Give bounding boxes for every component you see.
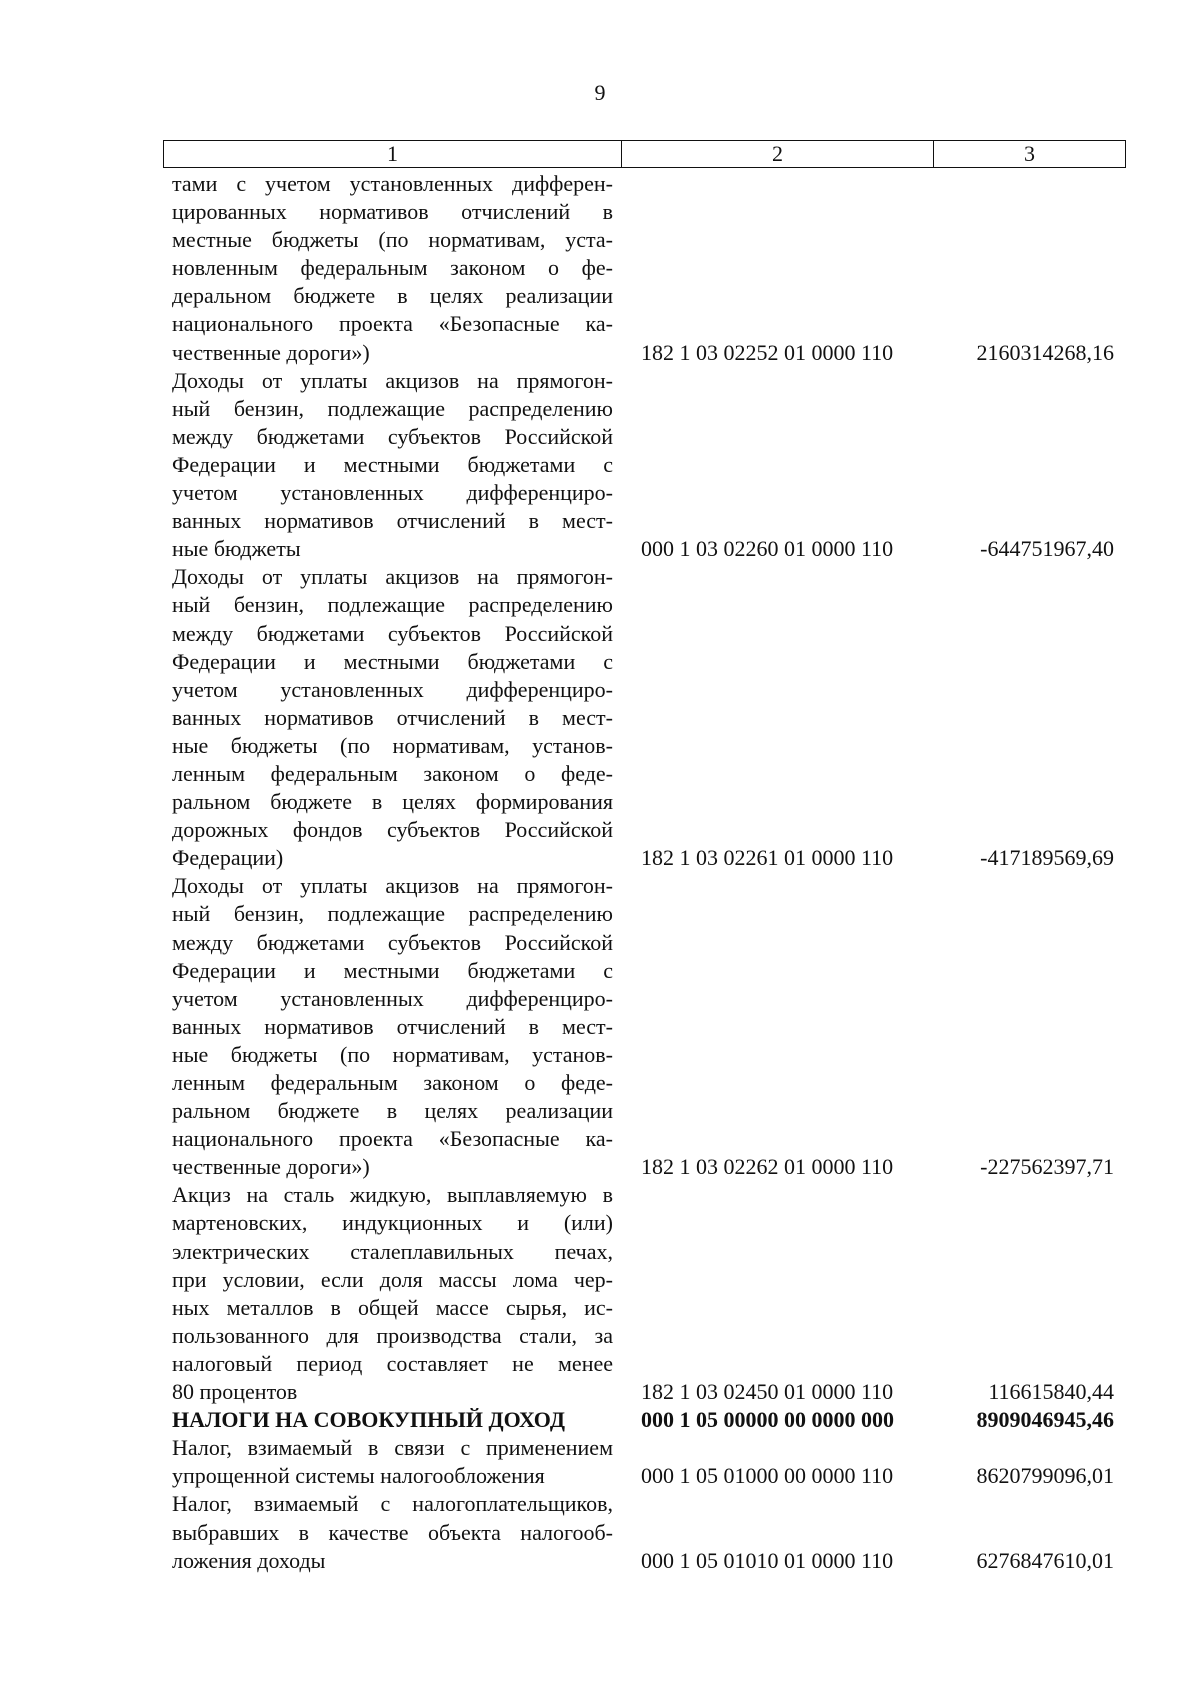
description-line: учетом установленных дифференциро- [172,676,613,702]
row-description [172,1406,613,1434]
row-description [172,1434,613,1490]
amount-value: -417189569,69 [980,845,1114,871]
page-number: 9 [594,80,606,105]
table-row [0,367,1200,564]
description-line: дорожных фондов субъектов Российской [172,817,613,843]
table-header-col2: 2 [622,141,934,167]
table-row [0,872,1200,1181]
description-line: учетом установленных дифференциро- [172,985,613,1011]
budget-classification-code: 000 1 05 01000 00 0000 110 [641,1463,894,1489]
description-line: ных металлов в общей массе сырья, ис- [172,1294,613,1320]
table-header [163,140,1126,168]
description-line: национального проекта «Безопасные ка- [172,311,613,337]
description-line: ложения доходы [172,1547,326,1573]
description-line: деральном бюджете в целях реализации [172,283,613,309]
description-line: ленным федеральным законом о феде- [172,760,613,786]
description-line: ные бюджеты (по нормативам, установ- [172,1041,613,1067]
description-line: между бюджетами субъектов Российской [172,929,613,955]
table-row [0,1434,1200,1490]
description-line: тами с учетом установленных дифферен- [172,171,613,196]
description-line: ванных нормативов отчислений в мест- [172,704,613,730]
description-line: чественные дороги») [172,1154,370,1180]
description-line: между бюджетами субъектов Российской [172,620,613,646]
table-row [0,1181,1200,1406]
section-heading-row [0,1406,1200,1434]
description-line: Доходы от уплаты акцизов на прямогон- [172,564,613,590]
budget-classification-code: 000 1 05 01010 01 0000 110 [641,1547,894,1573]
description-line: чественные дороги») [172,339,370,365]
amount-value: 8620799096,01 [976,1463,1114,1489]
description-line: Доходы от уплаты акцизов на прямогон- [172,873,613,899]
description-line: ные бюджеты (по нормативам, установ- [172,732,613,758]
description-line: Федерации) [172,845,284,871]
table-row [0,170,1200,367]
description-line: 80 процентов [172,1379,298,1405]
description-line: электрических сталеплавильных печах, [172,1238,613,1264]
amount-value: -227562397,71 [980,1154,1114,1180]
amount-value: 8909046945,46 [976,1407,1114,1433]
description-line: при условии, если доля массы лома чер- [172,1266,613,1292]
table-row [0,563,1200,872]
description-line: Федерации и местными бюджетами с [172,451,613,477]
description-line: местные бюджеты (по нормативам, уста- [172,227,613,253]
description-line: цированных нормативов отчислений в [172,199,613,225]
amount-value: -644751967,40 [980,536,1114,562]
amount-value: 116615840,44 [988,1379,1114,1405]
description-line: ные бюджеты [172,536,301,562]
description-line: Акциз на сталь жидкую, выплавляемую в [172,1182,613,1208]
description-line: НАЛОГИ НА СОВОКУПНЫЙ ДОХОД [172,1407,565,1433]
row-description [172,872,613,1181]
budget-classification-code: 000 1 03 02260 01 0000 110 [641,536,894,562]
description-line: Налог, взимаемый в связи с применением [172,1435,613,1461]
description-line: национального проекта «Безопасные ка- [172,1126,613,1152]
description-line: Налог, взимаемый с налогоплательщиков, [172,1491,613,1517]
description-line: ленным федеральным законом о феде- [172,1070,613,1095]
budget-classification-code: 182 1 03 02262 01 0000 110 [641,1154,894,1180]
table-header-col1: 1 [164,141,622,167]
description-line: налоговый период составляет не менее [172,1350,613,1376]
description-line: ванных нормативов отчислений в мест- [172,1013,613,1039]
row-description [172,367,613,564]
description-line: ральном бюджете в целях формирования [172,789,613,815]
description-line: упрощенной системы налогообложения [172,1463,545,1489]
description-line: учетом установленных дифференциро- [172,480,613,506]
description-line: ный бензин, подлежащие распределению [172,901,613,927]
description-line: Федерации и местными бюджетами с [172,957,613,983]
description-line: между бюджетами субъектов Российской [172,423,613,449]
description-line: мартеновских, индукционных и (или) [172,1210,613,1236]
description-line: выбравших в качестве объекта налогооб- [172,1519,613,1545]
description-line: ральном бюджете в целях реализации [172,1098,613,1124]
description-line: пользованного для производства стали, за [172,1322,613,1348]
budget-classification-code: 182 1 03 02450 01 0000 110 [641,1379,894,1405]
table-body [0,170,1200,1575]
budget-classification-code: 182 1 03 02261 01 0000 110 [641,845,894,871]
row-description [172,1181,613,1406]
row-description [172,170,613,367]
budget-classification-code: 182 1 03 02252 01 0000 110 [641,339,894,365]
amount-value: 2160314268,16 [976,339,1114,365]
table-header-col3: 3 [1024,141,1035,166]
budget-classification-code: 000 1 05 00000 00 0000 000 [641,1407,894,1433]
row-description [172,1490,613,1574]
description-line: ный бензин, подлежащие распределению [172,592,613,618]
description-line: новленным федеральным законом о фе- [172,255,613,281]
description-line: ный бензин, подлежащие распределению [172,395,613,421]
amount-value: 6276847610,01 [976,1547,1114,1573]
description-line: Федерации и местными бюджетами с [172,648,613,674]
description-line: Доходы от уплаты акцизов на прямогон- [172,367,613,393]
row-description [172,563,613,872]
table-row [0,1490,1200,1574]
description-line: ванных нормативов отчислений в мест- [172,508,613,534]
